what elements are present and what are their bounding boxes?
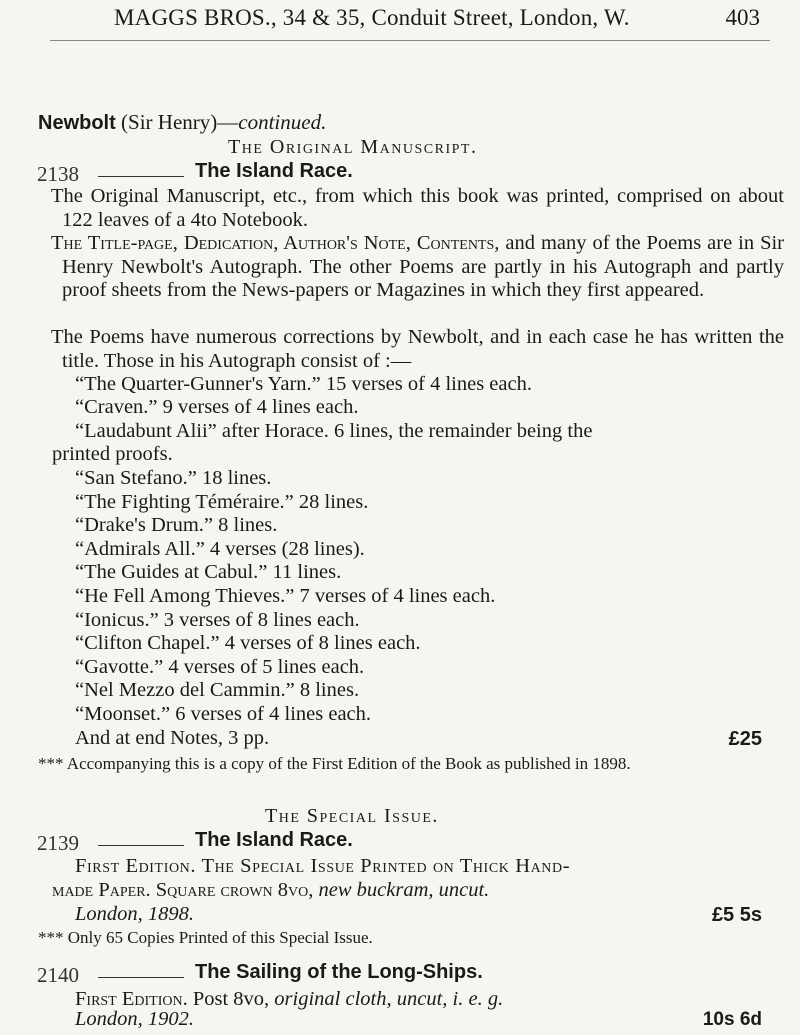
lot-rule-2140 bbox=[98, 977, 184, 978]
list-item: “Moonset.” 6 verses of 4 lines each. bbox=[75, 703, 372, 725]
lot-rule-2139 bbox=[98, 845, 184, 846]
list-item: “Clifton Chapel.” 4 verses of 8 lines each. bbox=[75, 632, 421, 654]
section-head-special-issue: The Special Issue. bbox=[265, 805, 439, 827]
list-item: “Ionicus.” 3 verses of 8 lines each. bbox=[75, 609, 360, 631]
format-line: made Paper. Square crown 8vo, new buckram, uncut. bbox=[52, 879, 490, 901]
list-item: “Gavotte.” 4 verses of 5 lines each. bbox=[75, 656, 365, 678]
author-heading bbox=[38, 110, 326, 135]
list-item: “Nel Mezzo del Cammin.” 8 lines. bbox=[75, 679, 360, 701]
lot-number-2140: 2140 bbox=[37, 963, 79, 987]
imprint-line-2140: London, 1902. bbox=[75, 1008, 195, 1030]
header-rule bbox=[50, 40, 770, 41]
author-rest: (Sir Henry)— bbox=[121, 110, 239, 134]
price-2139: £5 5s bbox=[711, 904, 762, 926]
list-item: “Drake's Drum.” 8 lines. bbox=[75, 514, 278, 536]
list-item: “Admirals All.” 4 verses (28 lines). bbox=[75, 538, 365, 560]
lot-title-2140: The Sailing of the Long-Ships. bbox=[195, 961, 483, 983]
list-item: “The Fighting Téméraire.” 28 lines. bbox=[75, 491, 369, 513]
header-title: MAGGS BROS., 34 & 35, Conduit Street, London, W. bbox=[114, 5, 630, 30]
page-number: 403 bbox=[725, 5, 760, 30]
manuscript-contents: The Title-page, Dedication, Author's Note, Contents, and many of the Poems are in Sir Henry Newbolt's Autograph. The other Poems are partly in his Autograph and partly proof sheets from the News-papers or Magazines in which they first appeared. bbox=[51, 232, 784, 302]
manuscript-description: The Original Manuscript, etc., from which this book was printed, comprised on about 122 leaves of a 4to Notebook. bbox=[51, 185, 784, 231]
end-notes: And at end Notes, 3 pp. bbox=[75, 727, 270, 749]
manuscript-corrections: The Poems have numerous corrections by Newbolt, and in each case he has written the title. Those in his Autograph consist of :— bbox=[51, 326, 784, 372]
lot-number-2139: 2139 bbox=[37, 831, 79, 855]
list-item: “Craven.” 9 verses of 4 lines each. bbox=[75, 396, 359, 418]
lot-number-2138: 2138 bbox=[37, 162, 79, 186]
author-continued: continued. bbox=[238, 110, 327, 134]
lot-title-2139: The Island Race. bbox=[195, 829, 353, 851]
price-2138: £25 bbox=[728, 728, 762, 750]
list-item: “He Fell Among Thieves.” 7 verses of 4 lines each. bbox=[75, 585, 496, 607]
list-item: printed proofs. bbox=[52, 443, 173, 465]
section-head-manuscript: The Original Manuscript. bbox=[228, 136, 478, 158]
lot-rule-2138 bbox=[98, 176, 184, 177]
edition-line-2140: First Edition. Post 8vo, original cloth, uncut, i. e. g. bbox=[75, 988, 504, 1010]
author-name: Newbolt bbox=[38, 112, 116, 134]
accompanying-note: *** Accompanying this is a copy of the First Edition of the Book as published in 1898. bbox=[38, 754, 631, 773]
edition-line: First Edition. The Special Issue Printed on Thick Hand- bbox=[75, 855, 571, 877]
price-2140: 10s 6d bbox=[702, 1009, 762, 1030]
list-item: “Laudabunt Alii” after Horace. 6 lines, the remainder being the bbox=[75, 420, 593, 442]
special-issue-note: *** Only 65 Copies Printed of this Special Issue. bbox=[38, 928, 373, 947]
imprint-line: London, 1898. bbox=[75, 903, 195, 925]
list-item: “The Guides at Cabul.” 11 lines. bbox=[75, 561, 342, 583]
page-header bbox=[0, 0, 800, 46]
list-item: “San Stefano.” 18 lines. bbox=[75, 467, 272, 489]
list-item: “The Quarter-Gunner's Yarn.” 15 verses of 4 lines each. bbox=[75, 373, 532, 395]
lot-title-2138: The Island Race. bbox=[195, 160, 353, 182]
